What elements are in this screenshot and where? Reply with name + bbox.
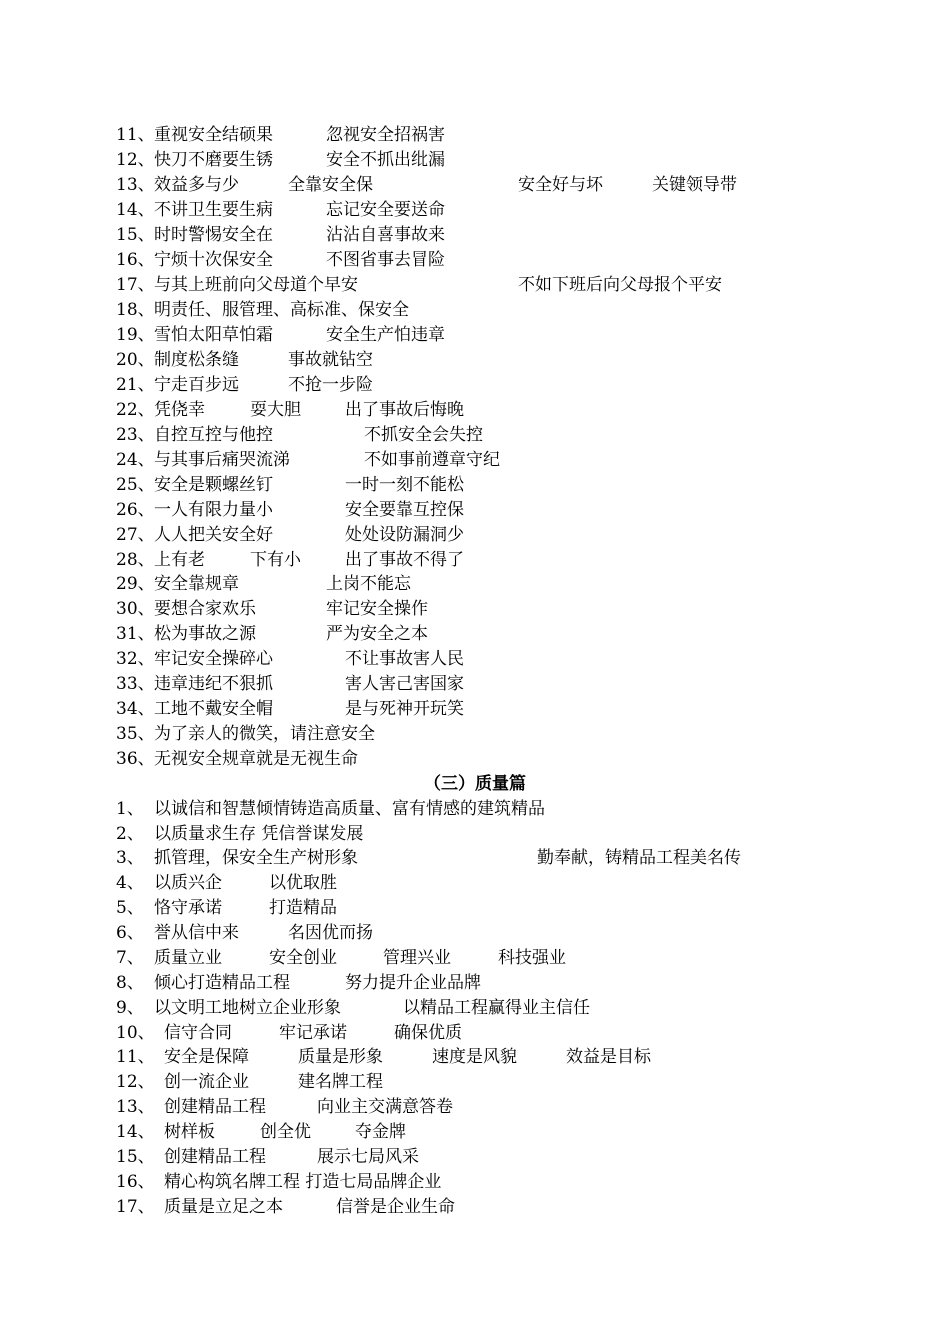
item-number: 32、 xyxy=(116,649,155,669)
item-text: 出了事故不得了 xyxy=(345,550,464,570)
item-text: 出了事故后悔晚 xyxy=(345,400,464,420)
item-text: 树样板 xyxy=(164,1122,215,1142)
item-text: 安全创业 xyxy=(269,948,337,968)
item-number: 11、 xyxy=(116,125,155,145)
item-text: 效益多与少 xyxy=(154,175,239,195)
item-text: 展示七局风采 xyxy=(317,1147,419,1167)
item-number: 16、 xyxy=(116,250,155,270)
item-number: 17、 xyxy=(116,1197,155,1217)
item-text: 严为安全之本 xyxy=(326,624,428,644)
item-text: 重视安全结硕果 xyxy=(154,125,273,145)
item-text: 以文明工地树立企业形象 xyxy=(154,998,341,1018)
item-number: 7、 xyxy=(116,948,144,968)
item-number: 3、 xyxy=(116,848,144,868)
item-text: 耍大胆 xyxy=(250,400,301,420)
item-text: 工地不戴安全帽 xyxy=(154,699,273,719)
item-number: 14、 xyxy=(116,200,155,220)
item-text: 雪怕太阳草怕霜 xyxy=(154,325,273,345)
item-number: 13、 xyxy=(116,1097,155,1117)
item-text: 松为事故之源 xyxy=(154,624,256,644)
item-number: 14、 xyxy=(116,1122,155,1142)
item-text: 抓管理，保安全生产树形象 xyxy=(154,848,358,868)
item-text: 为了亲人的微笑，请注意安全 xyxy=(154,724,375,744)
item-text: 精心构筑名牌工程 打造七局品牌企业 xyxy=(164,1172,442,1192)
item-text: 忽视安全招祸害 xyxy=(326,125,445,145)
item-text: 管理兴业 xyxy=(383,948,451,968)
item-text: 害人害己害国家 xyxy=(345,674,464,694)
item-text: 恪守承诺 xyxy=(154,898,222,918)
item-text: 安全要靠互控保 xyxy=(345,500,464,520)
item-number: 11、 xyxy=(116,1047,155,1067)
item-text: 不让事故害人民 xyxy=(345,649,464,669)
item-text: 一人有限力量小 xyxy=(154,500,273,520)
item-text: 不抓安全会失控 xyxy=(364,425,483,445)
item-text: 质量是立足之本 xyxy=(164,1197,283,1217)
item-number: 12、 xyxy=(116,150,155,170)
item-text: 不如下班后向父母报个平安 xyxy=(518,275,722,295)
item-text: 忘记安全要送命 xyxy=(326,200,445,220)
item-text: 与其事后痛哭流涕 xyxy=(154,450,290,470)
item-text: 信誉是企业生命 xyxy=(336,1197,455,1217)
item-text: 牢记安全操碎心 xyxy=(154,649,273,669)
item-number: 33、 xyxy=(116,674,155,694)
item-text: 质量立业 xyxy=(154,948,222,968)
item-text: 下有小 xyxy=(250,550,301,570)
section-heading: （三）质量篇 xyxy=(424,774,526,794)
item-number: 24、 xyxy=(116,450,155,470)
item-text: 与其上班前向父母道个早安 xyxy=(154,275,358,295)
item-text: 建名牌工程 xyxy=(298,1072,383,1092)
item-text: 创一流企业 xyxy=(164,1072,249,1092)
item-number: 17、 xyxy=(116,275,155,295)
item-text: 速度是风貌 xyxy=(432,1047,517,1067)
item-text: 不图省事去冒险 xyxy=(326,250,445,270)
item-number: 34、 xyxy=(116,699,155,719)
item-text: 牢记安全操作 xyxy=(326,599,428,619)
item-text: 倾心打造精品工程 xyxy=(154,973,290,993)
item-number: 15、 xyxy=(116,1147,155,1167)
item-number: 22、 xyxy=(116,400,155,420)
item-text: 誉从信中来 xyxy=(154,923,239,943)
item-number: 30、 xyxy=(116,599,155,619)
item-number: 25、 xyxy=(116,475,155,495)
item-text: 创全优 xyxy=(260,1122,311,1142)
item-text: 宁烦十次保安全 xyxy=(154,250,273,270)
item-number: 23、 xyxy=(116,425,155,445)
item-number: 20、 xyxy=(116,350,155,370)
item-text: 事故就钻空 xyxy=(288,350,373,370)
item-number: 6、 xyxy=(116,923,144,943)
item-text: 无视安全规章就是无视生命 xyxy=(154,749,358,769)
item-number: 35、 xyxy=(116,724,155,744)
item-text: 宁走百步远 xyxy=(154,375,239,395)
item-text: 确保优质 xyxy=(394,1023,462,1043)
item-number: 19、 xyxy=(116,325,155,345)
item-text: 以优取胜 xyxy=(269,873,337,893)
item-text: 制度松条缝 xyxy=(154,350,239,370)
item-text: 不如事前遵章守纪 xyxy=(364,450,500,470)
item-number: 15、 xyxy=(116,225,155,245)
item-text: 以精品工程赢得业主信任 xyxy=(403,998,590,1018)
item-text: 是与死神开玩笑 xyxy=(345,699,464,719)
item-text: 向业主交满意答卷 xyxy=(317,1097,453,1117)
item-text: 上有老 xyxy=(154,550,205,570)
item-text: 名因优而扬 xyxy=(288,923,373,943)
item-number: 13、 xyxy=(116,175,155,195)
item-text: 快刀不磨要生锈 xyxy=(154,150,273,170)
item-text: 勤奉献，铸精品工程美名传 xyxy=(537,848,741,868)
item-text: 以质量求生存 凭信誉谋发展 xyxy=(154,824,364,844)
item-text: 一时一刻不能松 xyxy=(345,475,464,495)
item-text: 努力提升企业品牌 xyxy=(345,973,481,993)
item-text: 时时警惕安全在 xyxy=(154,225,273,245)
item-text: 创建精品工程 xyxy=(164,1097,266,1117)
item-text: 以质兴企 xyxy=(154,873,222,893)
item-number: 28、 xyxy=(116,550,155,570)
item-number: 31、 xyxy=(116,624,155,644)
item-text: 安全不抓出纰漏 xyxy=(326,150,445,170)
item-text: 人人把关安全好 xyxy=(154,525,273,545)
item-text: 上岗不能忘 xyxy=(326,574,411,594)
item-text: 科技强业 xyxy=(498,948,566,968)
item-number: 9、 xyxy=(116,998,144,1018)
item-text: 违章违纪不狠抓 xyxy=(154,674,273,694)
item-number: 36、 xyxy=(116,749,155,769)
item-text: 不抢一步险 xyxy=(288,375,373,395)
item-text: 安全是保障 xyxy=(164,1047,249,1067)
item-text: 自控互控与他控 xyxy=(154,425,273,445)
item-text: 全靠安全保 xyxy=(288,175,373,195)
item-number: 4、 xyxy=(116,873,144,893)
item-text: 创建精品工程 xyxy=(164,1147,266,1167)
item-text: 明责任、服管理、高标准、保安全 xyxy=(154,300,409,320)
item-text: 质量是形象 xyxy=(298,1047,383,1067)
item-text: 以诚信和智慧倾情铸造高质量、富有情感的建筑精品 xyxy=(154,799,545,819)
item-text: 牢记承诺 xyxy=(279,1023,347,1043)
item-text: 效益是目标 xyxy=(566,1047,651,1067)
item-text: 凭侥幸 xyxy=(154,400,205,420)
item-number: 5、 xyxy=(116,898,144,918)
item-number: 26、 xyxy=(116,500,155,520)
item-number: 18、 xyxy=(116,300,155,320)
item-number: 21、 xyxy=(116,375,155,395)
item-text: 处处设防漏洞少 xyxy=(345,525,464,545)
item-text: 安全好与坏 xyxy=(518,175,603,195)
item-text: 夺金牌 xyxy=(355,1122,406,1142)
item-text: 信守合同 xyxy=(164,1023,232,1043)
item-number: 27、 xyxy=(116,525,155,545)
item-number: 1、 xyxy=(116,799,144,819)
item-text: 关键领导带 xyxy=(652,175,737,195)
item-number: 29、 xyxy=(116,574,155,594)
item-number: 12、 xyxy=(116,1072,155,1092)
item-number: 16、 xyxy=(116,1172,155,1192)
item-text: 沾沾自喜事故来 xyxy=(326,225,445,245)
item-text: 要想合家欢乐 xyxy=(154,599,256,619)
item-number: 8、 xyxy=(116,973,144,993)
item-text: 不讲卫生要生病 xyxy=(154,200,273,220)
item-text: 安全靠规章 xyxy=(154,574,239,594)
item-number: 10、 xyxy=(116,1023,155,1043)
item-text: 安全生产怕违章 xyxy=(326,325,445,345)
item-number: 2、 xyxy=(116,824,144,844)
item-text: 打造精品 xyxy=(269,898,337,918)
item-text: 安全是颗螺丝钉 xyxy=(154,475,273,495)
